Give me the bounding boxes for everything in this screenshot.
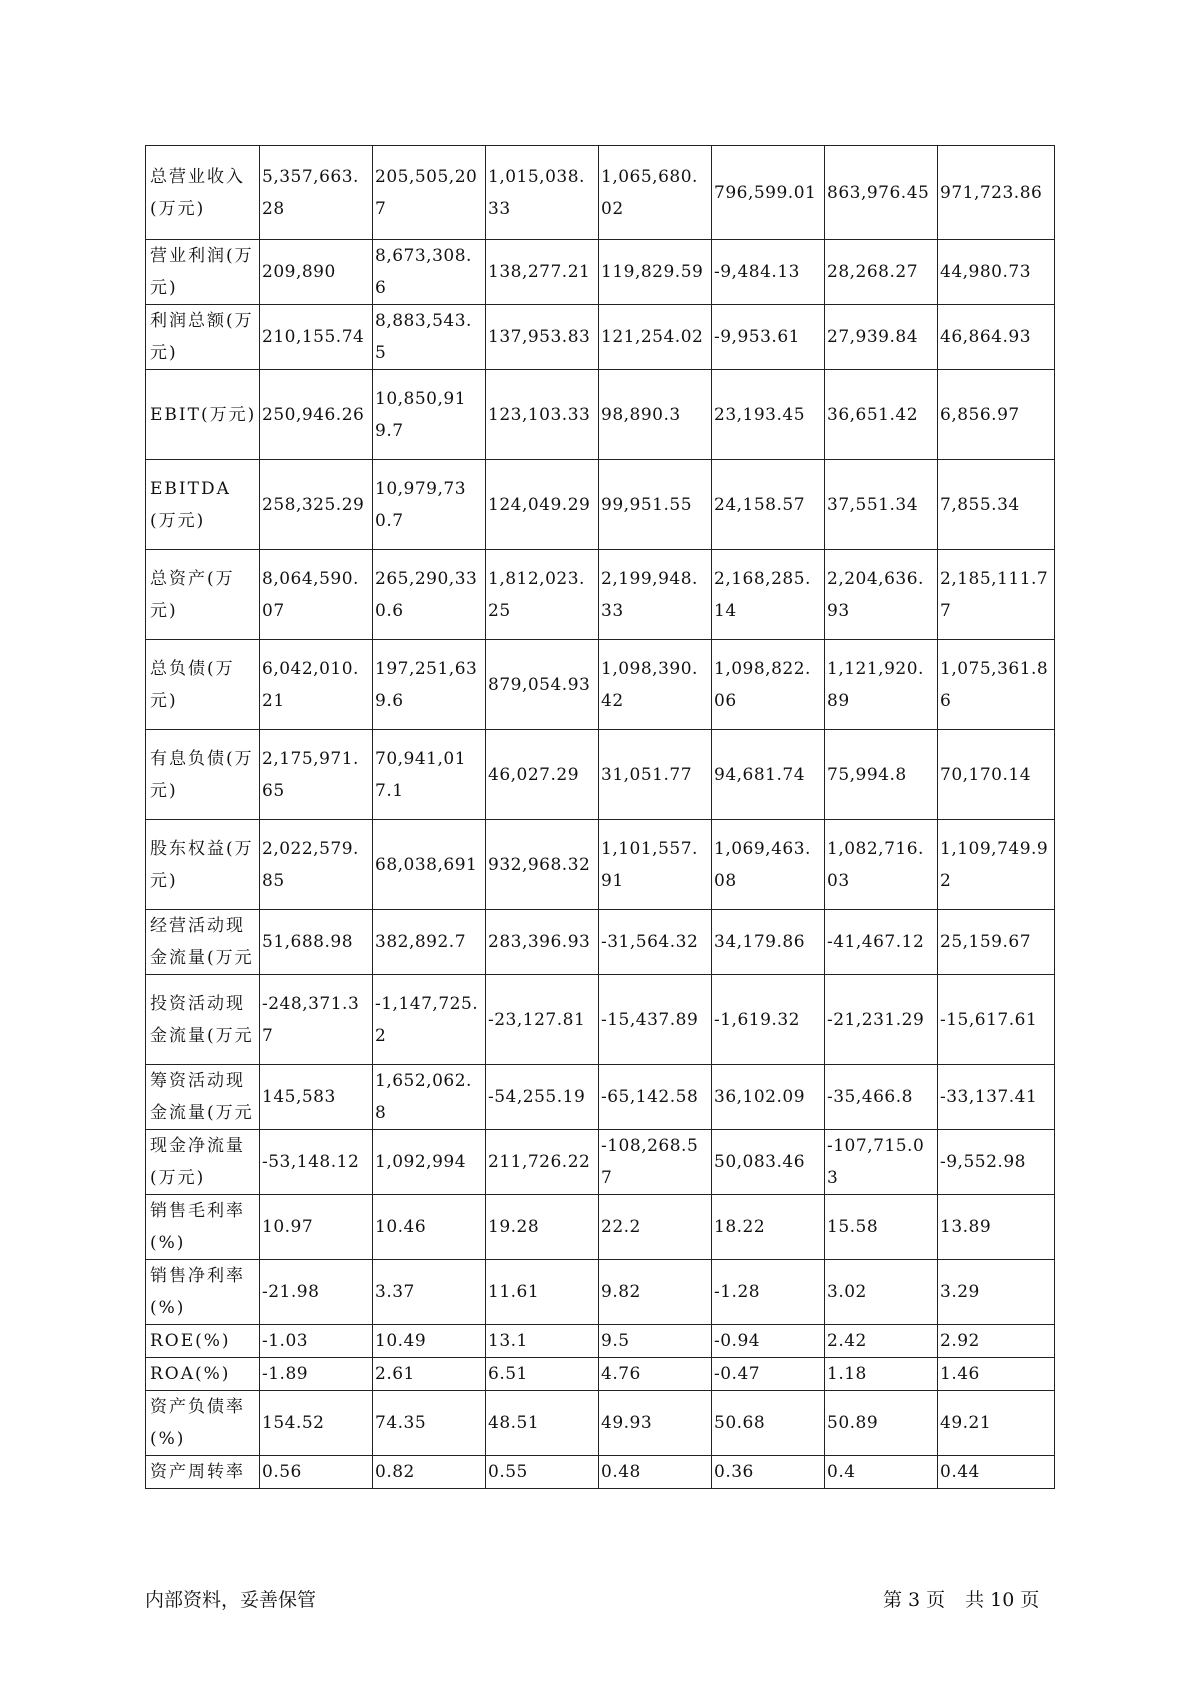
table-cell: 10,979,730.7	[373, 460, 486, 550]
table-cell: -1.28	[712, 1260, 825, 1325]
table-cell: 1,069,463.08	[712, 820, 825, 910]
page-indicator	[883, 1585, 1045, 1612]
table-cell: -9,552.98	[938, 1130, 1055, 1195]
table-cell: 2.92	[938, 1325, 1055, 1358]
table-row	[146, 146, 1055, 240]
table-row	[146, 730, 1055, 820]
table-cell: 1,121,920.89	[825, 640, 938, 730]
table-cell: 25,159.67	[938, 910, 1055, 975]
table-cell: -33,137.41	[938, 1065, 1055, 1130]
total-pages: 10	[990, 1589, 1015, 1611]
table-cell: 36,651.42	[825, 370, 938, 460]
table-cell: 44,980.73	[938, 240, 1055, 305]
table-cell: 10.97	[260, 1195, 373, 1260]
row-label: 总营业收入(万元)	[146, 146, 260, 240]
table-cell: 1,098,390.42	[599, 640, 712, 730]
table-cell: 971,723.86	[938, 146, 1055, 240]
table-cell: 205,505,207	[373, 146, 486, 240]
row-label: 销售毛利率(%)	[146, 1195, 260, 1260]
table-cell: 0.55	[486, 1456, 599, 1489]
table-cell: 98,890.3	[599, 370, 712, 460]
table-cell: 8,883,543.5	[373, 305, 486, 370]
total-prefix: 共	[965, 1589, 985, 1611]
table-cell: 2.42	[825, 1325, 938, 1358]
financial-table-container	[145, 145, 1054, 1489]
row-label: ROA(%)	[146, 1358, 260, 1391]
table-cell: 48.51	[486, 1391, 599, 1456]
table-cell: 5,357,663.28	[260, 146, 373, 240]
table-cell: -54,255.19	[486, 1065, 599, 1130]
table-cell: 50.89	[825, 1391, 938, 1456]
table-cell: 1,075,361.86	[938, 640, 1055, 730]
row-label: 股东权益(万元)	[146, 820, 260, 910]
table-cell: 1,812,023.25	[486, 550, 599, 640]
table-row	[146, 460, 1055, 550]
table-cell: -0.94	[712, 1325, 825, 1358]
table-row	[146, 1358, 1055, 1391]
table-cell: 1,109,749.92	[938, 820, 1055, 910]
row-label: 经营活动现金流量(万元	[146, 910, 260, 975]
table-cell: 2,204,636.93	[825, 550, 938, 640]
table-cell: 70,170.14	[938, 730, 1055, 820]
table-cell: -15,617.61	[938, 975, 1055, 1065]
table-row	[146, 975, 1055, 1065]
table-row	[146, 1195, 1055, 1260]
table-cell: 250,946.26	[260, 370, 373, 460]
table-cell: 11.61	[486, 1260, 599, 1325]
row-label: 资产周转率	[146, 1456, 260, 1489]
table-cell: -21.98	[260, 1260, 373, 1325]
table-cell: 19.28	[486, 1195, 599, 1260]
table-cell: 3.29	[938, 1260, 1055, 1325]
table-cell: 51,688.98	[260, 910, 373, 975]
table-cell: 932,968.32	[486, 820, 599, 910]
table-cell: 6,042,010.21	[260, 640, 373, 730]
table-cell: -1,147,725.2	[373, 975, 486, 1065]
table-cell: 0.4	[825, 1456, 938, 1489]
table-cell: 2,175,971.65	[260, 730, 373, 820]
table-cell: -248,371.37	[260, 975, 373, 1065]
table-cell: -9,484.13	[712, 240, 825, 305]
confidential-note: 内部资料，妥善保管	[145, 1589, 317, 1611]
table-row	[146, 1065, 1055, 1130]
row-label: ROE(%)	[146, 1325, 260, 1358]
table-cell: 24,158.57	[712, 460, 825, 550]
table-cell: -21,231.29	[825, 975, 938, 1065]
table-cell: 13.1	[486, 1325, 599, 1358]
table-row	[146, 305, 1055, 370]
table-cell: 265,290,330.6	[373, 550, 486, 640]
table-cell: 209,890	[260, 240, 373, 305]
table-cell: 50.68	[712, 1391, 825, 1456]
table-cell: 74.35	[373, 1391, 486, 1456]
table-cell: 211,726.22	[486, 1130, 599, 1195]
row-label: 销售净利率(%)	[146, 1260, 260, 1325]
table-row	[146, 550, 1055, 640]
row-label: 筹资活动现金流量(万元	[146, 1065, 260, 1130]
table-row	[146, 1325, 1055, 1358]
table-cell: 10.46	[373, 1195, 486, 1260]
table-row	[146, 820, 1055, 910]
table-cell: 34,179.86	[712, 910, 825, 975]
table-cell: 796,599.01	[712, 146, 825, 240]
table-cell: 3.02	[825, 1260, 938, 1325]
table-cell: 0.82	[373, 1456, 486, 1489]
table-cell: 6.51	[486, 1358, 599, 1391]
page-number: 3	[908, 1589, 921, 1611]
table-row	[146, 1130, 1055, 1195]
table-cell: 124,049.29	[486, 460, 599, 550]
table-cell: 46,864.93	[938, 305, 1055, 370]
table-cell: -1.03	[260, 1325, 373, 1358]
row-label: 营业利润(万元)	[146, 240, 260, 305]
table-cell: 1,098,822.06	[712, 640, 825, 730]
table-cell: 2,185,111.77	[938, 550, 1055, 640]
table-cell: 258,325.29	[260, 460, 373, 550]
table-cell: 123,103.33	[486, 370, 599, 460]
row-label: 总负债(万元)	[146, 640, 260, 730]
table-cell: 8,673,308.6	[373, 240, 486, 305]
table-cell: 0.36	[712, 1456, 825, 1489]
table-cell: 15.58	[825, 1195, 938, 1260]
table-cell: -41,467.12	[825, 910, 938, 975]
table-cell: 6,856.97	[938, 370, 1055, 460]
table-row	[146, 1260, 1055, 1325]
table-cell: 27,939.84	[825, 305, 938, 370]
table-cell: 1,092,994	[373, 1130, 486, 1195]
row-label: 利润总额(万元)	[146, 305, 260, 370]
table-cell: 46,027.29	[486, 730, 599, 820]
table-cell: 1,101,557.91	[599, 820, 712, 910]
table-cell: 3.37	[373, 1260, 486, 1325]
table-cell: -35,466.8	[825, 1065, 938, 1130]
table-cell: -31,564.32	[599, 910, 712, 975]
table-cell: 138,277.21	[486, 240, 599, 305]
table-cell: 22.2	[599, 1195, 712, 1260]
table-cell: 94,681.74	[712, 730, 825, 820]
table-row	[146, 910, 1055, 975]
table-cell: -107,715.03	[825, 1130, 938, 1195]
table-row	[146, 370, 1055, 460]
table-cell: 0.56	[260, 1456, 373, 1489]
row-label: 有息负债(万元)	[146, 730, 260, 820]
table-cell: 1,652,062.8	[373, 1065, 486, 1130]
table-cell: 137,953.83	[486, 305, 599, 370]
table-cell: 119,829.59	[599, 240, 712, 305]
table-cell: 75,994.8	[825, 730, 938, 820]
table-cell: 10.49	[373, 1325, 486, 1358]
financial-indicators-table	[145, 145, 1055, 1489]
table-cell: 4.76	[599, 1358, 712, 1391]
table-cell: 37,551.34	[825, 460, 938, 550]
table-cell: -108,268.57	[599, 1130, 712, 1195]
table-cell: -9,953.61	[712, 305, 825, 370]
table-cell: 863,976.45	[825, 146, 938, 240]
table-cell: 70,941,017.1	[373, 730, 486, 820]
table-row	[146, 640, 1055, 730]
table-cell: 36,102.09	[712, 1065, 825, 1130]
total-suffix: 页	[1020, 1589, 1040, 1611]
table-cell: -1.89	[260, 1358, 373, 1391]
table-cell: 18.22	[712, 1195, 825, 1260]
table-row	[146, 240, 1055, 305]
table-cell: 154.52	[260, 1391, 373, 1456]
row-label: 资产负债率(%)	[146, 1391, 260, 1456]
table-cell: 879,054.93	[486, 640, 599, 730]
page-prefix: 第	[883, 1589, 903, 1611]
table-cell: -1,619.32	[712, 975, 825, 1065]
table-cell: 99,951.55	[599, 460, 712, 550]
table-cell: 23,193.45	[712, 370, 825, 460]
table-cell: 1.46	[938, 1358, 1055, 1391]
table-cell: 0.48	[599, 1456, 712, 1489]
table-cell: 1.18	[825, 1358, 938, 1391]
table-cell: 49.21	[938, 1391, 1055, 1456]
table-cell: 283,396.93	[486, 910, 599, 975]
table-cell: 1,015,038.33	[486, 146, 599, 240]
table-cell: -0.47	[712, 1358, 825, 1391]
row-label: 现金净流量(万元)	[146, 1130, 260, 1195]
table-cell: 382,892.7	[373, 910, 486, 975]
table-cell: -65,142.58	[599, 1065, 712, 1130]
table-cell: 10,850,919.7	[373, 370, 486, 460]
table-cell: 8,064,590.07	[260, 550, 373, 640]
table-cell: 31,051.77	[599, 730, 712, 820]
table-cell: 7,855.34	[938, 460, 1055, 550]
table-cell: 49.93	[599, 1391, 712, 1456]
table-cell: 210,155.74	[260, 305, 373, 370]
table-cell: 121,254.02	[599, 305, 712, 370]
table-row	[146, 1456, 1055, 1489]
table-cell: 145,583	[260, 1065, 373, 1130]
row-label: 投资活动现金流量(万元	[146, 975, 260, 1065]
table-cell: -53,148.12	[260, 1130, 373, 1195]
table-cell: 9.82	[599, 1260, 712, 1325]
table-row	[146, 1391, 1055, 1456]
table-cell: 2,022,579.85	[260, 820, 373, 910]
row-label: 总资产(万元)	[146, 550, 260, 640]
table-cell: 0.44	[938, 1456, 1055, 1489]
table-cell: 2,168,285.14	[712, 550, 825, 640]
table-cell: 2.61	[373, 1358, 486, 1391]
row-label: EBIT(万元)	[146, 370, 260, 460]
table-cell: -23,127.81	[486, 975, 599, 1065]
table-cell: 1,082,716.03	[825, 820, 938, 910]
table-cell: 68,038,691	[373, 820, 486, 910]
table-cell: 9.5	[599, 1325, 712, 1358]
table-cell: 50,083.46	[712, 1130, 825, 1195]
table-cell: 28,268.27	[825, 240, 938, 305]
table-cell: -15,437.89	[599, 975, 712, 1065]
table-cell: 13.89	[938, 1195, 1055, 1260]
page-suffix: 页	[926, 1589, 946, 1611]
table-cell: 1,065,680.02	[599, 146, 712, 240]
table-cell: 197,251,639.6	[373, 640, 486, 730]
row-label: EBITDA(万元)	[146, 460, 260, 550]
table-cell: 2,199,948.33	[599, 550, 712, 640]
